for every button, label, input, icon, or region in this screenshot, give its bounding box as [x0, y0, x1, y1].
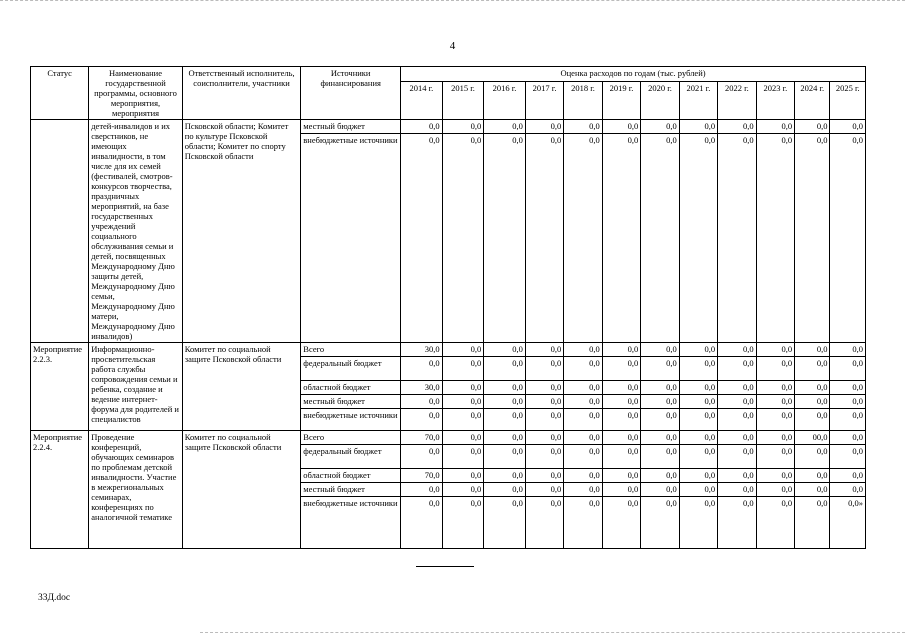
cost-value: 0,0 — [795, 395, 830, 409]
cost-value: 70,0 — [401, 431, 443, 445]
cost-value: 0,0 — [525, 431, 563, 445]
funding-source: федеральный бюджет — [301, 357, 401, 381]
cost-value: 0,0 — [442, 120, 484, 134]
funding-source: внебюджетные источники — [301, 134, 401, 343]
funding-source: Всего — [301, 343, 401, 357]
cost-value: 0,0 — [756, 469, 794, 483]
cost-value: 0,0 — [401, 445, 443, 469]
row-status: Мероприятие 2.2.4. — [31, 431, 89, 549]
year-header: 2017 г. — [525, 82, 563, 120]
row-name: Проведение конференций, обучающих семинаров по проблемам детской инвалидности. Участие в межрегиональных семинарах, конференциях по аналогичной тематике — [89, 431, 183, 549]
scan-artifact-top — [0, 0, 905, 6]
cost-value: 0,0 — [641, 445, 679, 469]
funding-source: местный бюджет — [301, 120, 401, 134]
year-header: 2018 г. — [564, 82, 602, 120]
row-responsible: Псковской области; Комитет по культуре Псковской области; Комитет по спорту Псковской области — [182, 120, 301, 343]
cost-value: 0,0 — [484, 445, 526, 469]
year-header: 2021 г. — [679, 82, 717, 120]
cost-value: 0,0 — [795, 357, 830, 381]
cost-value: 0,0 — [484, 395, 526, 409]
cost-value: 0,0 — [484, 497, 526, 549]
cost-value: 0,0 — [830, 381, 866, 395]
cost-value: 0,0 — [602, 445, 640, 469]
cost-value: 0,0 — [756, 409, 794, 431]
cost-value: 0,0 — [830, 120, 866, 134]
cost-value: 0,0 — [564, 381, 602, 395]
table-row — [31, 431, 866, 445]
cost-value: 0,0 — [756, 357, 794, 381]
year-header: 2025 г. — [830, 82, 866, 120]
cost-value: 0,0 — [484, 431, 526, 445]
cost-value: 0,0 — [756, 343, 794, 357]
cost-value: 0,0 — [718, 120, 756, 134]
year-header: 2023 г. — [756, 82, 794, 120]
cost-value: 0,0 — [756, 120, 794, 134]
cost-value: 0,0 — [442, 343, 484, 357]
cost-value: 0,0 — [830, 134, 866, 343]
cost-value: 0,0 — [564, 497, 602, 549]
funding-source: Всего — [301, 431, 401, 445]
cost-value: 0,0 — [756, 497, 794, 549]
cost-value: 0,0 — [564, 357, 602, 381]
cost-value: 0,0 — [756, 445, 794, 469]
cost-value: 0,0 — [602, 134, 640, 343]
cost-value: 0,0 — [718, 409, 756, 431]
cost-value: 0,0 — [756, 395, 794, 409]
cost-value: 0,0 — [564, 483, 602, 497]
cost-value: 0,0 — [679, 381, 717, 395]
table-body — [31, 120, 866, 549]
table-row — [31, 120, 866, 134]
cost-value: 0,0 — [602, 343, 640, 357]
cost-value: 0,0 — [442, 483, 484, 497]
cost-value: 0,0 — [525, 134, 563, 343]
cost-value: 0,0 — [525, 445, 563, 469]
cost-value: 00,0 — [795, 431, 830, 445]
cost-value: 0,0 — [525, 469, 563, 483]
cost-value: 0,0 — [484, 343, 526, 357]
cost-value: 0,0 — [830, 395, 866, 409]
cost-value: 0,0 — [442, 469, 484, 483]
cost-value: 0,0 — [641, 497, 679, 549]
cost-value: 0,0 — [525, 120, 563, 134]
cost-value: 0,0 — [602, 357, 640, 381]
cost-value: 0,0 — [718, 357, 756, 381]
cost-value: 0,0 — [679, 483, 717, 497]
cost-value: 0,0 — [641, 469, 679, 483]
cost-value: 0,0 — [718, 381, 756, 395]
cost-value: 0,0 — [718, 431, 756, 445]
cost-value: 0,0 — [756, 431, 794, 445]
cost-value: 0,0 — [830, 483, 866, 497]
funding-source: местный бюджет — [301, 483, 401, 497]
cost-value: 0,0 — [641, 134, 679, 343]
row-status — [31, 120, 89, 343]
year-header: 2014 г. — [401, 82, 443, 120]
cost-value: 0,0 — [795, 497, 830, 549]
cost-value: 0,0 — [525, 497, 563, 549]
cost-value: 0,0 — [442, 409, 484, 431]
cost-value: 0,0 — [641, 381, 679, 395]
cost-value: 0,0 — [795, 445, 830, 469]
funding-source: внебюджетные источники — [301, 497, 401, 549]
cost-value: 0,0 — [756, 381, 794, 395]
funding-source: внебюджетные источники — [301, 409, 401, 431]
cost-value: 0,0 — [830, 409, 866, 431]
cost-value: 0,0 — [564, 395, 602, 409]
cost-value: 0,0 — [602, 483, 640, 497]
cost-value: 0,0 — [525, 357, 563, 381]
table-row — [31, 343, 866, 357]
cost-value: 0,0 — [641, 395, 679, 409]
header-costs: Оценка расходов по годам (тыс. рублей) — [401, 67, 866, 82]
cost-value: 0,0 — [401, 483, 443, 497]
cost-value: 0,0 — [718, 343, 756, 357]
funding-source: областной бюджет — [301, 381, 401, 395]
funding-source: областной бюджет — [301, 469, 401, 483]
cost-value: 0,0 — [484, 483, 526, 497]
year-header: 2024 г. — [795, 82, 830, 120]
funding-source: местный бюджет — [301, 395, 401, 409]
cost-value: 0,0 — [718, 445, 756, 469]
cost-value: 0,0 — [679, 445, 717, 469]
cost-value: 0,0 — [641, 343, 679, 357]
year-header: 2020 г. — [641, 82, 679, 120]
cost-value: 0,0 — [602, 431, 640, 445]
footer-rule — [416, 566, 474, 567]
row-name: детей-инвалидов и их сверстников, не имеющих инвалидности, в том числе для их семей (фестивалей, смотров-конкурсов творчества, праздничных мероприятий, на базе государственных учреждений социального обслуживания семьи и детей, посвященных Международному Дню защиты детей, Международному Дню семьи, Международному Дню матери, Международному Дню инвалидов) — [89, 120, 183, 343]
cost-value: 0,0 — [401, 120, 443, 134]
cost-value: 0,0 — [564, 120, 602, 134]
cost-value: 0,0 — [484, 134, 526, 343]
cost-value: 0,0 — [525, 483, 563, 497]
row-name: Информационно-просветительская работа службы сопровождения семьи и ребенка, создание и ведение интернет-форума для родителей и специалистов — [89, 343, 183, 431]
cost-value: 0,0 — [602, 395, 640, 409]
cost-value: 0,0 — [830, 343, 866, 357]
cost-value: 0,0 — [442, 395, 484, 409]
cost-value: 0,0 — [718, 134, 756, 343]
page-number: 4 — [449, 40, 456, 52]
cost-value: 0,0 — [602, 497, 640, 549]
cost-value: 0,0 — [795, 381, 830, 395]
cost-value: 0,0 — [756, 134, 794, 343]
budget-table — [30, 66, 866, 549]
cost-value: 0,0 — [484, 357, 526, 381]
cost-value: 0,0 — [401, 497, 443, 549]
cost-value: 0,0» — [830, 497, 866, 549]
row-responsible: Комитет по социальной защите Псковской области — [182, 431, 301, 549]
cost-value: 0,0 — [679, 120, 717, 134]
cost-value: 0,0 — [795, 343, 830, 357]
footer-filename: 33Д.doc — [38, 593, 71, 603]
cost-value: 30,0 — [401, 343, 443, 357]
cost-value: 0,0 — [679, 134, 717, 343]
cost-value: 0,0 — [564, 343, 602, 357]
cost-value: 0,0 — [679, 469, 717, 483]
cost-value: 0,0 — [795, 483, 830, 497]
cost-value: 0,0 — [484, 469, 526, 483]
cost-value: 0,0 — [795, 469, 830, 483]
cost-value: 0,0 — [641, 120, 679, 134]
cost-value: 0,0 — [795, 134, 830, 343]
cost-value: 0,0 — [525, 343, 563, 357]
row-status: Мероприятие 2.2.3. — [31, 343, 89, 431]
cost-value: 0,0 — [641, 431, 679, 445]
cost-value: 0,0 — [564, 409, 602, 431]
cost-value: 0,0 — [401, 134, 443, 343]
header-name: Наименование государственной программы, основного мероприятия, мероприятия — [89, 67, 183, 120]
header-responsible: Ответственный исполнитель, соисполнители, участники — [182, 67, 301, 120]
year-header: 2016 г. — [484, 82, 526, 120]
cost-value: 0,0 — [830, 469, 866, 483]
year-header: 2019 г. — [602, 82, 640, 120]
cost-value: 0,0 — [442, 497, 484, 549]
cost-value: 0,0 — [484, 409, 526, 431]
cost-value: 0,0 — [442, 445, 484, 469]
cost-value: 0,0 — [679, 343, 717, 357]
scan-artifact-bottom — [200, 632, 905, 636]
cost-value: 0,0 — [679, 497, 717, 549]
cost-value: 0,0 — [564, 134, 602, 343]
cost-value: 0,0 — [602, 469, 640, 483]
cost-value: 0,0 — [525, 409, 563, 431]
cost-value: 0,0 — [442, 381, 484, 395]
cost-value: 0,0 — [564, 431, 602, 445]
cost-value: 0,0 — [830, 357, 866, 381]
header-status: Статус — [31, 67, 89, 120]
cost-value: 70,0 — [401, 469, 443, 483]
cost-value: 0,0 — [795, 120, 830, 134]
funding-source: федеральный бюджет — [301, 445, 401, 469]
cost-value: 0,0 — [525, 395, 563, 409]
cost-value: 0,0 — [564, 445, 602, 469]
cost-value: 0,0 — [795, 409, 830, 431]
cost-value: 0,0 — [830, 431, 866, 445]
cost-value: 0,0 — [641, 483, 679, 497]
row-responsible: Комитет по социальной защите Псковской области — [182, 343, 301, 431]
cost-value: 0,0 — [756, 483, 794, 497]
cost-value: 0,0 — [679, 357, 717, 381]
year-header: 2015 г. — [442, 82, 484, 120]
cost-value: 0,0 — [401, 357, 443, 381]
cost-value: 0,0 — [602, 381, 640, 395]
cost-value: 0,0 — [602, 409, 640, 431]
cost-value: 0,0 — [718, 469, 756, 483]
cost-value: 0,0 — [442, 134, 484, 343]
cost-value: 0,0 — [718, 395, 756, 409]
cost-value: 0,0 — [484, 381, 526, 395]
cost-value: 0,0 — [564, 469, 602, 483]
cost-value: 0,0 — [830, 445, 866, 469]
cost-value: 0,0 — [401, 395, 443, 409]
cost-value: 0,0 — [602, 120, 640, 134]
cost-value: 0,0 — [641, 409, 679, 431]
cost-value: 0,0 — [679, 409, 717, 431]
cost-value: 0,0 — [679, 395, 717, 409]
cost-value: 0,0 — [718, 483, 756, 497]
cost-value: 30,0 — [401, 381, 443, 395]
cost-value: 0,0 — [679, 431, 717, 445]
year-header: 2022 г. — [718, 82, 756, 120]
cost-value: 0,0 — [641, 357, 679, 381]
cost-value: 0,0 — [442, 357, 484, 381]
cost-value: 0,0 — [718, 497, 756, 549]
cost-value: 0,0 — [525, 381, 563, 395]
cost-value: 0,0 — [442, 431, 484, 445]
cost-value: 0,0 — [484, 120, 526, 134]
cost-value: 0,0 — [401, 409, 443, 431]
header-sources: Источники финансирования — [301, 67, 401, 120]
